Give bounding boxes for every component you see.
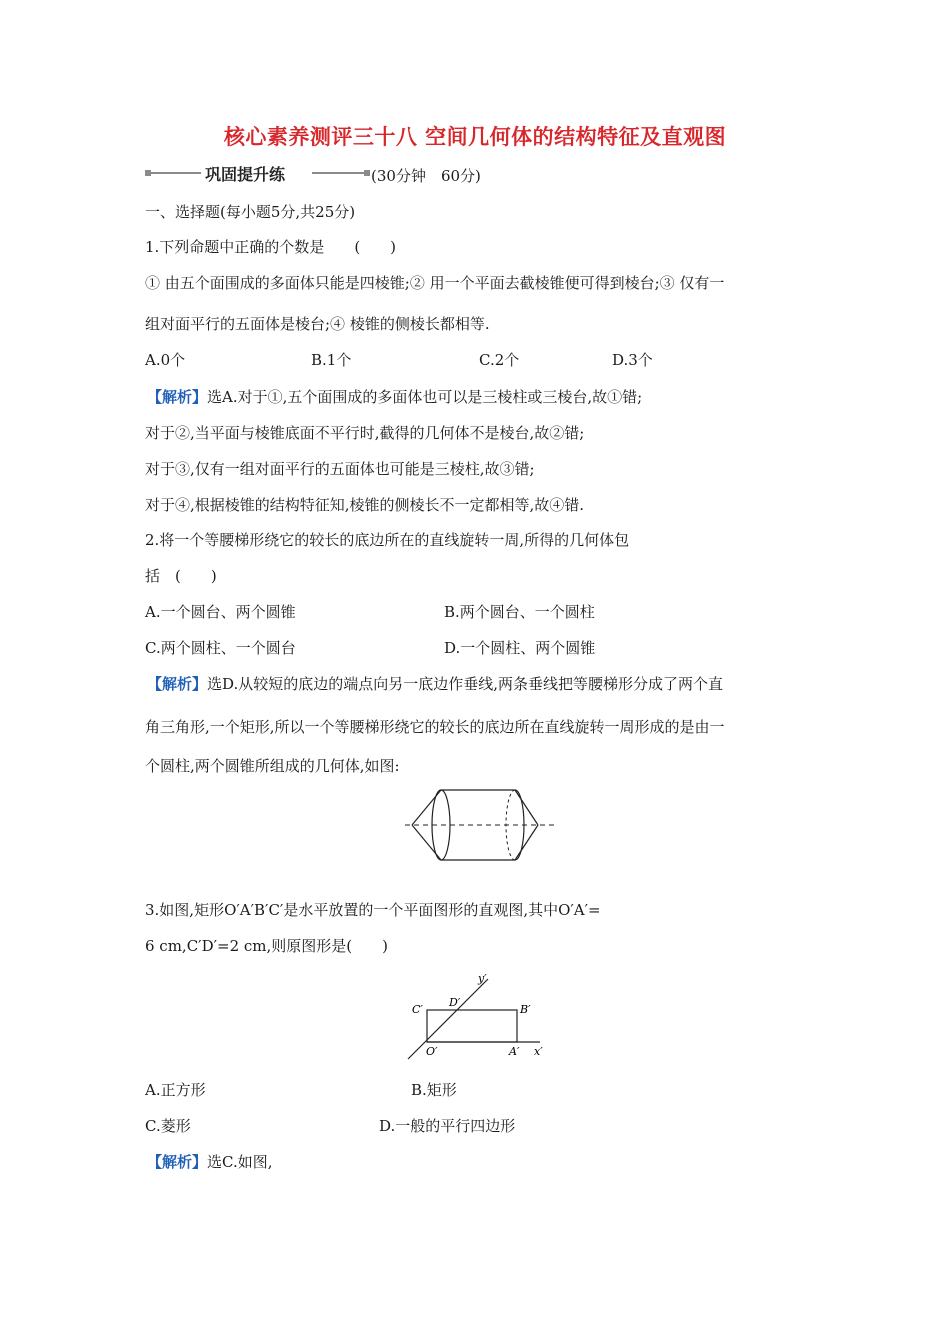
section-left-line (151, 172, 201, 174)
q1-analysis-line: 对于④,根据棱锥的结构特征知,棱锥的侧棱长不一定都相等,故④错. (145, 496, 585, 514)
q1-option-b: B.1个 (311, 351, 352, 369)
label-b: B′ (520, 1003, 531, 1016)
q3-option-d: D.一般的平行四边形 (379, 1117, 516, 1135)
q3-option-c: C.菱形 (145, 1117, 191, 1135)
q2-option-c: C.两个圆柱、一个圆台 (145, 639, 296, 657)
q3-analysis-line: 【解析】选C.如图, (147, 1153, 273, 1171)
q1-stem: 1.下列命题中正确的个数是 ( ) (145, 238, 397, 256)
analysis-tag: 【解析】 (147, 388, 208, 406)
q2-stem: 括 ( ) (145, 567, 217, 585)
label-a: A′ (509, 1045, 520, 1058)
q1-analysis-line: 对于②,当平面与棱锥底面不平行时,截得的几何体不是棱台,故②错; (145, 424, 585, 442)
q1-option-d: D.3个 (612, 351, 653, 369)
oblique-rectangle-figure (400, 966, 560, 1062)
section-right-dot (364, 170, 370, 176)
q2-option-d: D.一个圆柱、两个圆锥 (444, 639, 596, 657)
q1-option-c: C.2个 (479, 351, 520, 369)
q2-analysis-line: 【解析】选D.从较短的底边的端点向另一底边作垂线,两条垂线把等腰梯形分成了两个直 (147, 675, 724, 693)
label-x: x′ (534, 1045, 543, 1058)
section-right-line (312, 172, 364, 174)
q2-option-a: A.一个圆台、两个圆锥 (145, 603, 296, 621)
analysis-tag: 【解析】 (147, 675, 208, 693)
section-label: 巩固提升练 (205, 165, 286, 184)
q3-option-a: A.正方形 (145, 1081, 206, 1099)
q2-analysis-line: 角三角形,一个矩形,所以一个等腰梯形绕它的较长的底边所在直线旋转一周形成的是由一 (145, 718, 725, 736)
q1-analysis-line: 对于③,仅有一组对面平行的五面体也可能是三棱柱,故③错; (145, 460, 535, 478)
q2-stem: 2.将一个等腰梯形绕它的较长的底边所在的直线旋转一周,所得的几何体包 (145, 531, 630, 549)
section-time: (30分钟 60分) (371, 167, 481, 185)
q2-analysis-line: 个圆柱,两个圆锥所组成的几何体,如图: (145, 757, 400, 775)
page-title: 核心素养测评三十八 空间几何体的结构特征及直观图 (223, 124, 727, 149)
label-o: O′ (426, 1045, 438, 1058)
q2-option-b: B.两个圆台、一个圆柱 (444, 603, 595, 621)
q3-stem: 6 cm,C′D′=2 cm,则原图形是( ) (145, 937, 388, 955)
q1-option-a: A.0个 (145, 351, 186, 369)
q3-stem: 3.如图,矩形O′A′B′C′是水平放置的一个平面图形的直观图,其中O′A′= (145, 901, 601, 919)
label-d: D′ (449, 996, 461, 1009)
label-y: y′ (478, 972, 487, 985)
q1-analysis-line: 【解析】选A.对于①,五个面围成的多面体也可以是三棱柱或三棱台,故①错; (147, 388, 643, 406)
q3-option-b: B.矩形 (411, 1081, 457, 1099)
q1-line: ① 由五个面围成的多面体只能是四棱锥;② 用一个平面去截棱锥便可得到棱台;③ 仅有一 (145, 274, 725, 292)
label-c: C′ (412, 1003, 423, 1016)
analysis-tag: 【解析】 (147, 1153, 208, 1171)
cylinder-two-cones-figure (400, 786, 560, 866)
q1-line: 组对面平行的五面体是棱台;④ 棱锥的侧棱长都相等. (145, 315, 490, 333)
part-heading: 一、选择题(每小题5分,共25分) (145, 203, 356, 221)
